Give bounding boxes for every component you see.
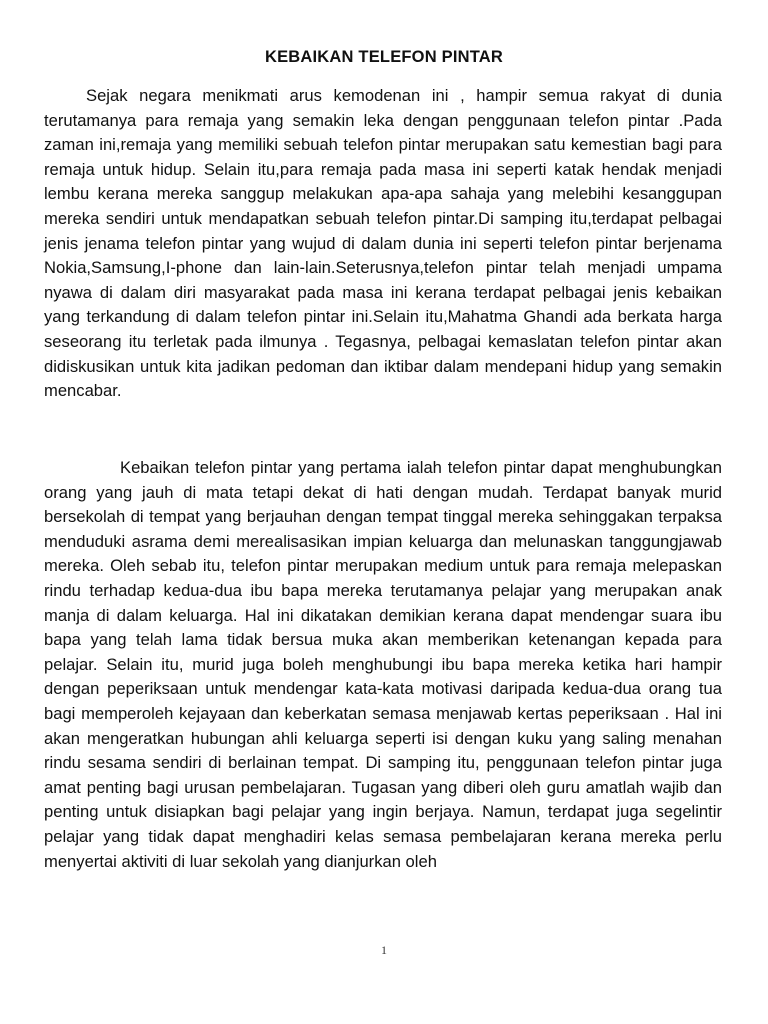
paragraph-first-point: Kebaikan telefon pintar yang pertama ialah telefon pintar dapat menghubungkan orang yang jauh di mata tetapi dekat di hati dengan mudah. Terdapat banyak murid bersekolah di tempat yang berjauhan dengan tempat tinggal mereka sehinggakan terpaksa menduduki asrama demi merealisasikan impian keluarga dan melunaskan tanggungjawab mereka. Oleh sebab itu, telefon pintar merupakan medium untuk para remaja melepaskan rindu terhadap kedua-dua ibu bapa mereka terutamanya pelajar yang merupakan anak manja di dalam keluarga. Hal ini dikatakan demikian kerana dapat mendengar suara ibu bapa yang telah lama tidak bersua muka akan memberikan ketenangan kepada para pelajar. Selain itu, murid juga boleh menghubungi ibu bapa mereka ketika hari hampir dengan peperiksaan untuk mendengar kata-kata motivasi daripada kedua-dua orang tua bagi memperoleh kejayaan dan keberkatan semasa menjawab kertas peperiksaan . Hal ini akan mengeratkan hubungan ahli keluarga seperti isi dengan kuku yang saling menahan rindu sesama sendiri di berlainan tempat. Di samping itu, penggunaan telefon pintar juga amat penting bagi urusan pembelajaran. Tugasan yang diberi oleh guru amatlah wajib dan penting untuk disiapkan bagi pelajar yang ingin berjaya. Namun, terdapat juga segelintir pelajar yang tidak dapat menghadiri kelas semasa pembelajaran kerana mereka perlu menyertai aktiviti di luar sekolah yang dianjurkan oleh bbox=[44, 458, 722, 871]
paragraph-introduction: Sejak negara menikmati arus kemodenan ini , hampir semua rakyat di dunia terutamanya para remaja yang semakin leka dengan penggunaan telefon pintar .Pada zaman ini,remaja yang memiliki sebuah telefon pintar merupakan satu kemestian bagi para remaja untuk hidup. Selain itu,para remaja pada masa ini seperti katak hendak menjadi lembu kerana mereka sanggup melakukan apa-apa sahaja yang melebihi kesanggupan mereka sendiri untuk mendapatkan sebuah telefon pintar.Di samping itu,terdapat pelbagai jenis jenama telefon pintar yang wujud di dalam dunia ini seperti telefon pintar berjenama Nokia,Samsung,I-phone dan lain-lain.Seterusnya,telefon pintar telah menjadi umpama nyawa di dalam diri masyarakat pada masa ini kerana terdapat pelbagai jenis kebaikan yang terkandung di dalam telefon pintar ini.Selain itu,Mahatma Ghandi ada berkata harga seseorang itu terletak pada ilmunya . Tegasnya, pelbagai kemaslatan telefon pintar akan didiskusikan untuk kita jadikan pedoman dan iktibar dalam mendepani hidup yang semakin mencabar. bbox=[44, 86, 722, 401]
page-number: 1 bbox=[381, 943, 387, 957]
document-title: KEBAIKAN TELEFON PINTAR bbox=[264, 48, 504, 66]
